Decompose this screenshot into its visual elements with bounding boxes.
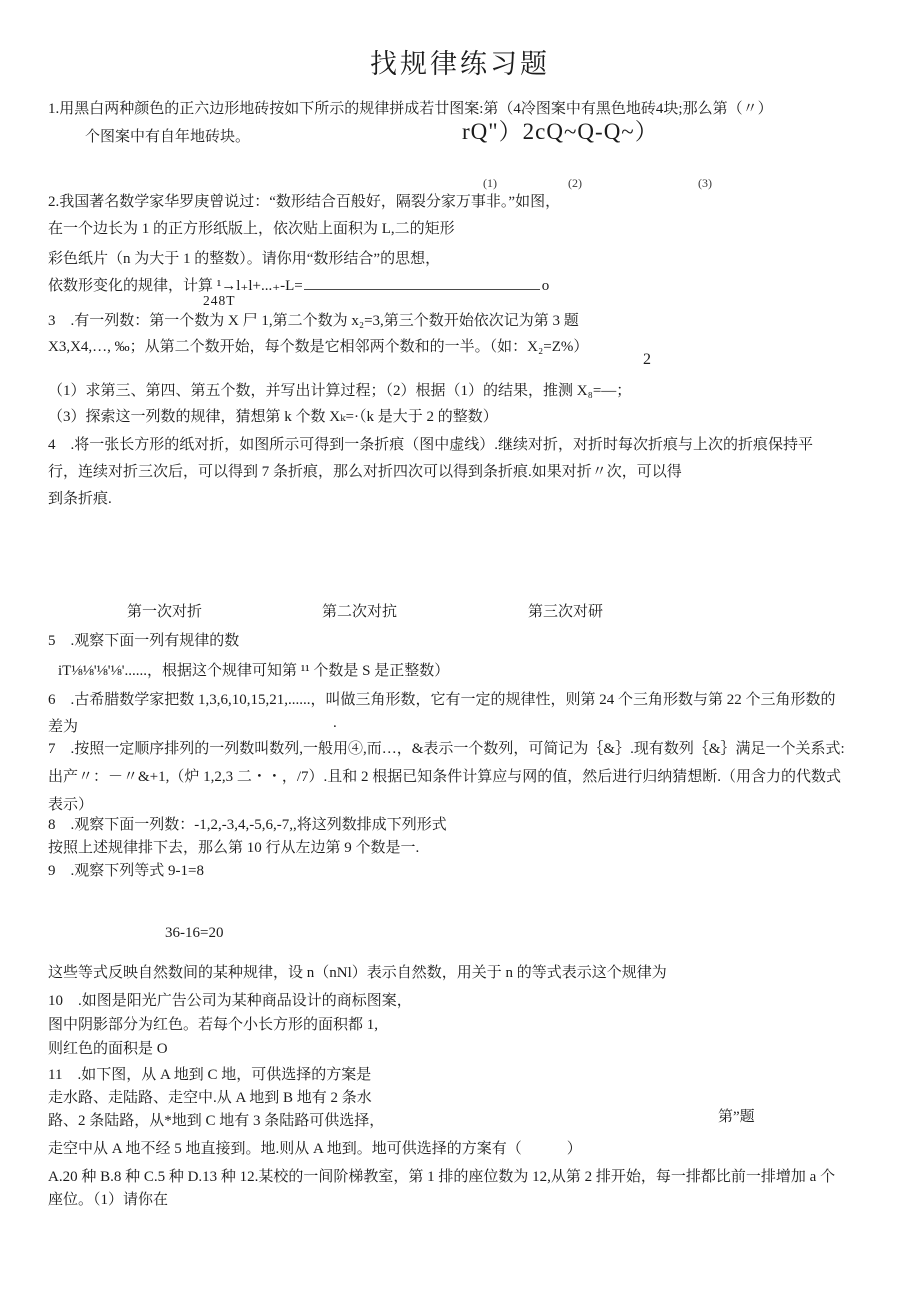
problem-8-line-2: 按照上述规律排下去，那么第 10 行从左边第 9 个数是一.	[48, 840, 420, 856]
problem-1-line-2: 个图案中有自年地砖块。	[85, 129, 251, 145]
problem-11-line-2: 走水路、走陆路、走空中.从 A 地到 B 地有 2 条水	[48, 1090, 372, 1106]
problem-6-line-1: 6 .古希腊数学家把数 1,3,6,10,15,21,......，叫做三角形数，它有一定的规律性，则第 24 个三角形数与第 22 个三角形数的	[48, 692, 836, 708]
problem-11-line-3: 路、2 条陆路，从*地到 C 地有 3 条陆路可供选择，	[48, 1113, 385, 1129]
problem-6-stray-dot: .	[333, 715, 337, 731]
problem-2-line-2: 在一个边长为 1 的正方形纸版上，依次贴上面积为 L,二的矩形	[48, 221, 455, 237]
problem-3-line-1: 3 .有一列数：第一个数为 X 尸 1,第二个数为 x₂=3,第三个数开始依次记为第 3 题	[48, 313, 579, 329]
problem-12-line-1: A.20 种 B.8 种 C.5 种 D.13 种 12.某校的一间阶梯教室，第 1 排的座位数为 12,从第 2 排开始，每一排都比前一排增加 a 个	[48, 1169, 836, 1185]
problem-11-line-1: 11 .如下图，从 A 地到 C 地，可供选择的方案是	[48, 1067, 372, 1083]
fold-caption-3: 第三次对研	[528, 604, 604, 620]
problem-4-line-3: 到条折痕.	[48, 491, 112, 507]
problem-7-line-2: 出产〃：－〃&+1,（炉 1,2,3 二・・，/7）.且和 2 根据已知条件计算应与网的值，然后进行归纳猜想断.（用含力的代数式	[48, 769, 842, 785]
problem-1-line-1: 1.用黑白两种颜色的正六边形地砖按如下所示的规律拼成若廿图案:第（4冷图案中有黑色地砖4块;那么第（〃）	[48, 101, 773, 117]
problem-11-line-4: 走空中从 A 地不经 5 地直接到。地.则从 A 地到。地可供选择的方案有（ ）	[48, 1141, 582, 1157]
problem-2-line-4	[48, 276, 549, 296]
problem-6-line-2: 差为	[48, 719, 79, 735]
problem-2-line-1: 2.我国著名数学家华罗庚曾说过：“数形结合百般好，隔裂分家万事非。”如图，	[48, 194, 561, 210]
problem-10-line-2: 图中阴影部分为红色。若每个小长方形的面积都 1,	[48, 1017, 379, 1033]
figure-label-2: (2)	[568, 176, 582, 190]
problem-2-formula: 依数形变化的规律，计算 ¹→l₊l+...₊-L=	[48, 278, 303, 294]
problem-8-line-1: 8 .观察下面一列数：-1,2,-3,4,-5,6,-7,,将这列数排成下列形式	[48, 817, 447, 833]
problem-5-line-2: iT⅛⅛'⅛'⅛'......，根据这个规律可知第 ¹¹ 个数是 S 是正整数）	[58, 663, 450, 679]
problem-2-line-3: 彩色纸片（n 为大于 1 的整数）。请你用“数形结合”的思想，	[48, 251, 441, 267]
problem-7-line-1: 7 .按照一定顺序排列的一列数叫数列,一般用④,而…，&表示一个数列，可简记为｛&｝.现有数列｛&｝满足一个关系式:	[48, 741, 845, 757]
problem-4-line-2: 行，连续对折三次后，可以得到 7 条折痕，那么对折四次可以得到条折痕.如果对折〃次，可以得	[48, 464, 682, 480]
problem-4-line-1: 4 .将一张长方形的纸对折，如图所示可得到一条折痕（图中虚线）.继续对折，对折时每次折痕与上次的折痕保持平	[48, 437, 814, 453]
page-title: 找规律练习题	[370, 49, 550, 79]
problem-3-denominator-2: 2	[643, 351, 651, 368]
problem-10-line-1: 10 .如图是阳光广告公司为某种商品设计的商标图案，	[48, 993, 412, 1009]
problem-9-note: 这些等式反映自然数间的某种规律，设 n（nNl）表示自然数，用关于 n 的等式表示这个规律为	[48, 965, 667, 981]
fold-caption-2: 第二次对抗	[322, 604, 398, 620]
problem-11-side-caption: 第”题	[718, 1109, 755, 1125]
problem-7-line-3: 表示）	[48, 797, 94, 813]
problem-2-formula-suffix: o	[541, 278, 550, 294]
problem-1-figure-formula: rQ"）2cQ~Q-Q~）	[462, 119, 659, 144]
problem-3-line-2: X3,X4,…, ‰；从第二个数开始，每个数是它相邻两个数和的一半。（如：X₂=Z%）	[48, 339, 589, 355]
problem-3-question-3: （3）探索这一列数的规律，猜想第 k 个数 Xₖ=·（k 是大于 2 的整数）	[48, 409, 498, 425]
problem-12-line-2: 座位。（1）请你在	[48, 1192, 169, 1208]
figure-label-1: (1)	[483, 176, 497, 190]
problem-3-question-1-2: （1）求第三、第四、第五个数，并写出计算过程；（2）根据（1）的结果，推测 X₈=—；	[48, 383, 632, 399]
problem-9-line-1: 9 .观察下列等式 9-1=8	[48, 863, 204, 879]
problem-9-equation-2: 36-16=20	[165, 925, 224, 941]
figure-label-3: (3)	[698, 176, 712, 190]
problem-10-line-3: 则红色的面积是 O	[48, 1041, 168, 1057]
fold-caption-1: 第一次对折	[127, 604, 203, 620]
problem-2-fraction-denominator: 248T	[203, 293, 236, 308]
answer-blank	[304, 276, 540, 290]
problem-5-line-1: 5 .观察下面一列有规律的数	[48, 633, 240, 649]
